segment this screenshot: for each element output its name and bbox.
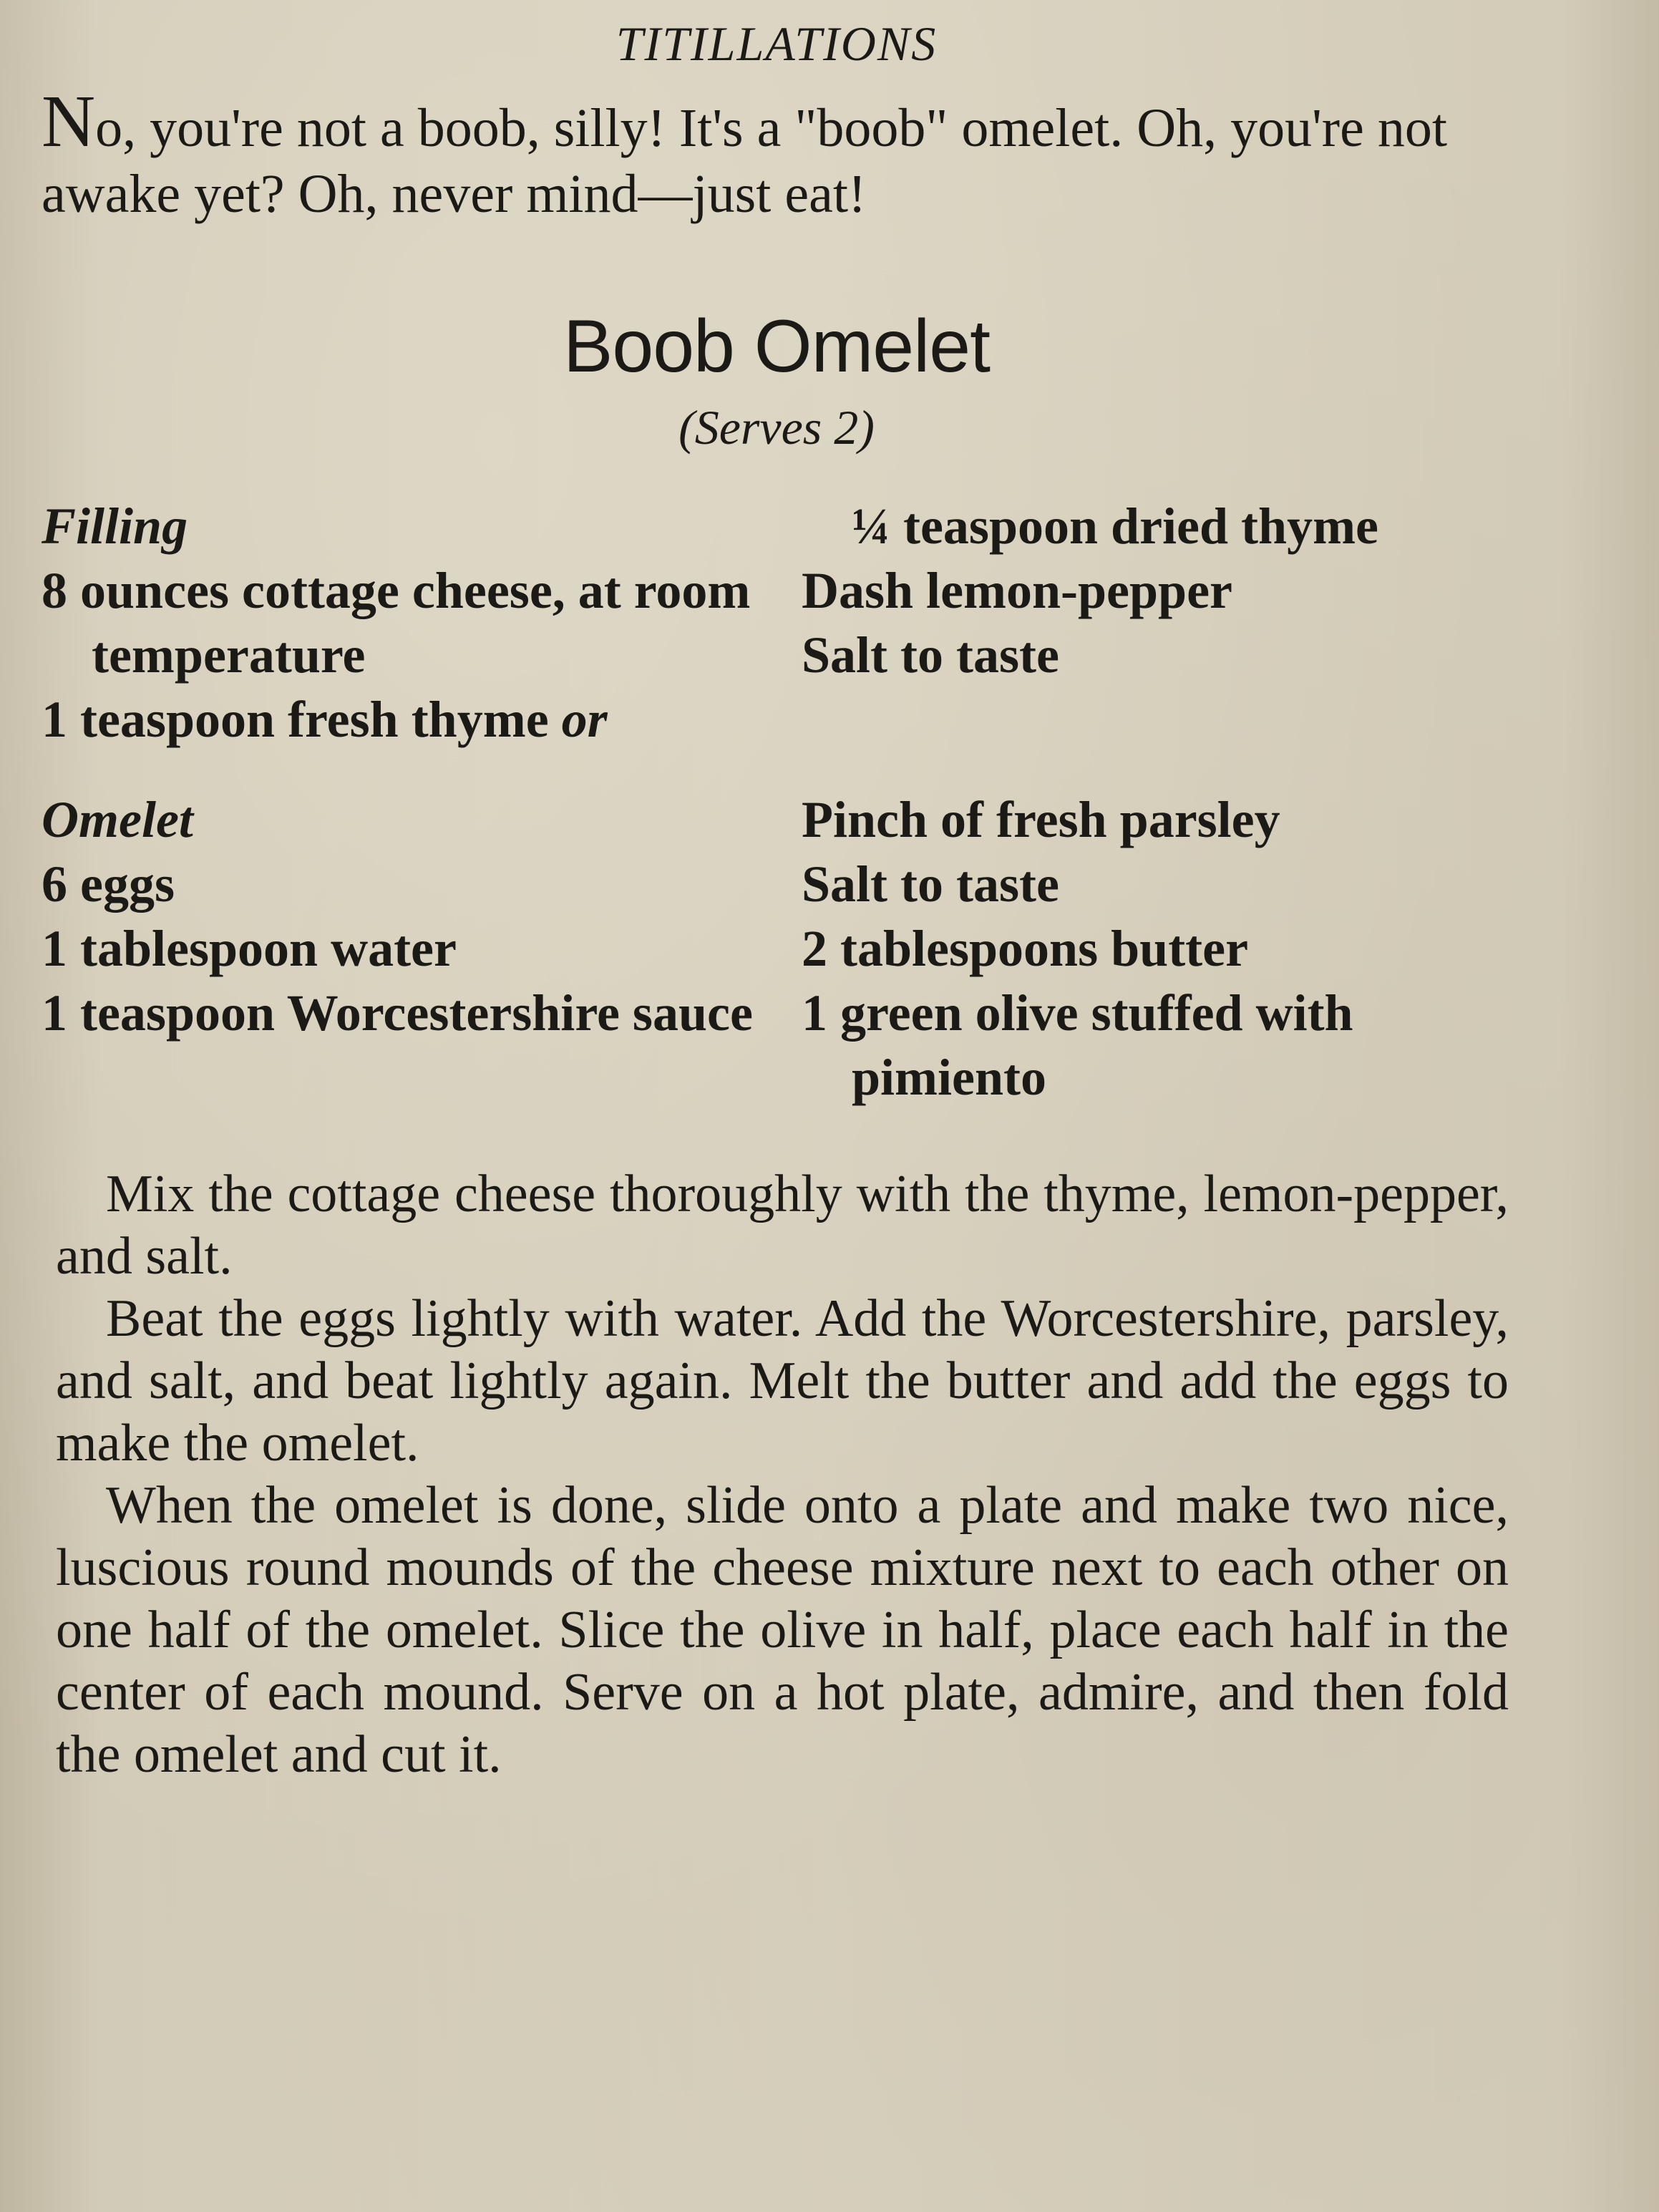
- omelet-left-column: [42, 787, 757, 1045]
- ingredient-item: 2 tablespoons butter: [802, 920, 1249, 977]
- ingredient-item: 1 tablespoon water: [42, 920, 457, 977]
- method-paragraph: Mix the cottage cheese thoroughly with the thyme, lemon-pepper, and salt.: [56, 1165, 1509, 1286]
- method-paragraph: Beat the eggs lightly with water. Add the Worcestershire, parsley, and salt, and beat lightly again. Melt the butter and add the eggs to make the omelet.: [56, 1289, 1509, 1473]
- ingredient-item: Dash lemon-pepper: [802, 562, 1233, 619]
- ingredient-item: Salt to taste: [802, 855, 1059, 913]
- filling-right-column: [802, 494, 1539, 687]
- intro-paragraph: [42, 80, 1530, 227]
- recipe-serves: (Serves 2): [678, 400, 875, 455]
- method-paragraph: When the omelet is done, slide onto a plate and make two nice, luscious round mounds of the cheese mixture next to each other on one half of the omelet. Slice the olive in half, place each half in the center of each mound. Serve on a hot plate, admire, and then fold the omelet and cut it.: [56, 1476, 1509, 1784]
- omelet-right-column: [802, 787, 1539, 1110]
- ingredient-item: ¼ teaspoon dried thyme: [852, 498, 1378, 555]
- ingredient-item: 8 ounces cottage cheese, at room temperature: [42, 562, 751, 684]
- intro-text: o, you're not a boob, silly! It's a "boob" omelet. Oh, you're not awake yet? Oh, never mind—just eat!: [42, 98, 1447, 224]
- filling-heading: Filling: [42, 498, 188, 555]
- running-head: TITILLATIONS: [616, 16, 938, 71]
- omelet-heading: Omelet: [42, 791, 193, 848]
- ingredient-item-thyme: [42, 687, 757, 752]
- filling-left-column: [42, 494, 757, 752]
- ingredient-item: Salt to taste: [802, 626, 1059, 684]
- thyme-line-or: or: [561, 691, 608, 748]
- ingredient-item: 1 teaspoon Worcestershire sauce: [42, 984, 753, 1042]
- ingredient-item: 6 eggs: [42, 855, 175, 913]
- ingredient-item: Pinch of fresh parsley: [802, 791, 1280, 848]
- recipe-method: [56, 1163, 1509, 1786]
- recipe-title: Boob Omelet: [563, 305, 990, 388]
- intro-dropcap: N: [42, 80, 96, 162]
- ingredient-item: 1 green olive stuffed with pimiento: [802, 984, 1353, 1106]
- thyme-line-main: 1 teaspoon fresh thyme: [42, 691, 562, 748]
